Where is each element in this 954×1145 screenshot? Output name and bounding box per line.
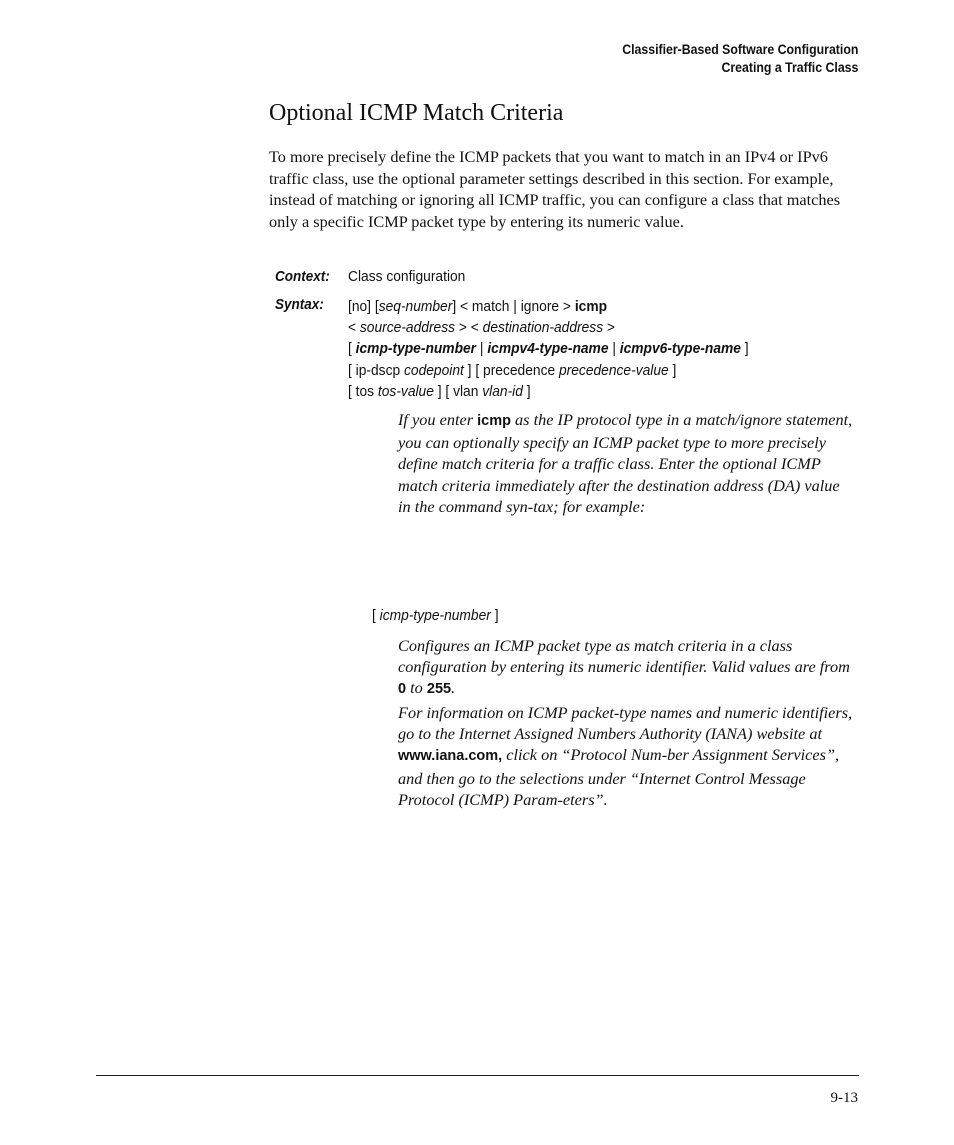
note-keyword: 0 bbox=[398, 681, 407, 698]
param-text: ] bbox=[490, 607, 499, 624]
footer-rule bbox=[96, 1075, 859, 1076]
running-header-chapter: Classifier-Based Software Configuration bbox=[621, 41, 858, 57]
syntax-param: seq-number bbox=[378, 298, 453, 315]
syntax-line-5 bbox=[348, 381, 749, 402]
syntax-param: source-address bbox=[359, 319, 456, 337]
syntax-text: ] [ vlan bbox=[433, 382, 483, 400]
syntax-text: ] bbox=[668, 361, 677, 379]
note-keyword: icmp bbox=[477, 413, 511, 429]
syntax-text: ] [ precedence bbox=[463, 361, 559, 379]
param-text: [ bbox=[372, 607, 380, 624]
syntax-text: > bbox=[603, 319, 616, 337]
syntax-line-1 bbox=[348, 296, 749, 317]
syntax-param: icmpv6-type-name bbox=[619, 340, 741, 358]
syntax-text: [ bbox=[348, 340, 356, 358]
note-text: as the IP protocol type in a match/ignore statement, you can optionally specify an ICMP packet type to more precisely define match criteria for a traffic class. Enter the optional ICMP match criteria immediately after the destination address (DA) value in the command syn-tax; for example: bbox=[398, 410, 853, 516]
syntax-line-4 bbox=[348, 360, 749, 381]
syntax-keyword: icmp bbox=[574, 298, 608, 315]
syntax-param: precedence-value bbox=[558, 361, 669, 379]
note-keyword: 255 bbox=[426, 681, 452, 698]
syntax-param: codepoint bbox=[403, 361, 464, 379]
syntax-text: [ ip-dscp bbox=[348, 361, 404, 379]
syntax-text: [ tos bbox=[348, 382, 378, 400]
context-value: Class configuration bbox=[348, 268, 466, 285]
syntax-text: | bbox=[476, 340, 488, 358]
syntax-param: icmpv4-type-name bbox=[487, 340, 609, 358]
syntax-label: Syntax: bbox=[275, 296, 324, 313]
section-title: Optional ICMP Match Criteria bbox=[269, 100, 564, 126]
note-text: Configures an ICMP packet type as match criteria in a class configuration by entering its numeric identifier. Valid values are from bbox=[398, 636, 850, 677]
iana-info bbox=[398, 702, 856, 810]
syntax-block bbox=[348, 296, 749, 402]
syntax-text: ] bbox=[522, 382, 531, 400]
syntax-text: < bbox=[348, 319, 360, 337]
icmp-note bbox=[398, 409, 856, 517]
syntax-param: tos-value bbox=[377, 382, 434, 400]
parameter-heading bbox=[372, 607, 499, 624]
running-header-section: Creating a Traffic Class bbox=[721, 59, 858, 75]
parameter-description bbox=[398, 635, 856, 701]
running-header bbox=[622, 40, 858, 76]
syntax-line-2 bbox=[348, 317, 749, 338]
syntax-text: > < bbox=[455, 319, 483, 337]
syntax-text: [no] [ bbox=[348, 298, 379, 315]
note-text: click on “Protocol Num-ber Assignment Services”, and then go to the selections under “Internet Control Message Protocol (ICMP) Param-eters”. bbox=[398, 745, 840, 809]
context-label: Context: bbox=[275, 268, 330, 285]
page-number: 9-13 bbox=[830, 1090, 858, 1106]
syntax-param: icmp-type-number bbox=[355, 340, 477, 358]
iana-link: www.iana.com, bbox=[398, 748, 503, 765]
syntax-text: ] < match | ignore > bbox=[452, 298, 575, 315]
intro-paragraph: To more precisely define the ICMP packets that you want to match in an IPv4 or IPv6 traffic class, use the optional parameter settings described in this section. For example, instead of matching or ignoring all ICMP traffic, you can configure a class that matches only a specific ICMP packet type by entering its numeric value. bbox=[269, 147, 841, 231]
syntax-param: vlan-id bbox=[482, 382, 523, 400]
syntax-param: destination-address bbox=[482, 319, 604, 337]
note-text: If you enter bbox=[398, 410, 478, 429]
param-name: icmp-type-number bbox=[379, 607, 491, 624]
note-text: For information on ICMP packet-type names and numeric identifiers, go to the Internet Assigned Numbers Authority (IANA) website at bbox=[398, 703, 853, 744]
syntax-text: | bbox=[608, 340, 620, 358]
note-text: . bbox=[451, 678, 456, 698]
syntax-text: ] bbox=[740, 340, 749, 358]
syntax-line-3 bbox=[348, 338, 749, 359]
note-text: to bbox=[406, 678, 427, 698]
